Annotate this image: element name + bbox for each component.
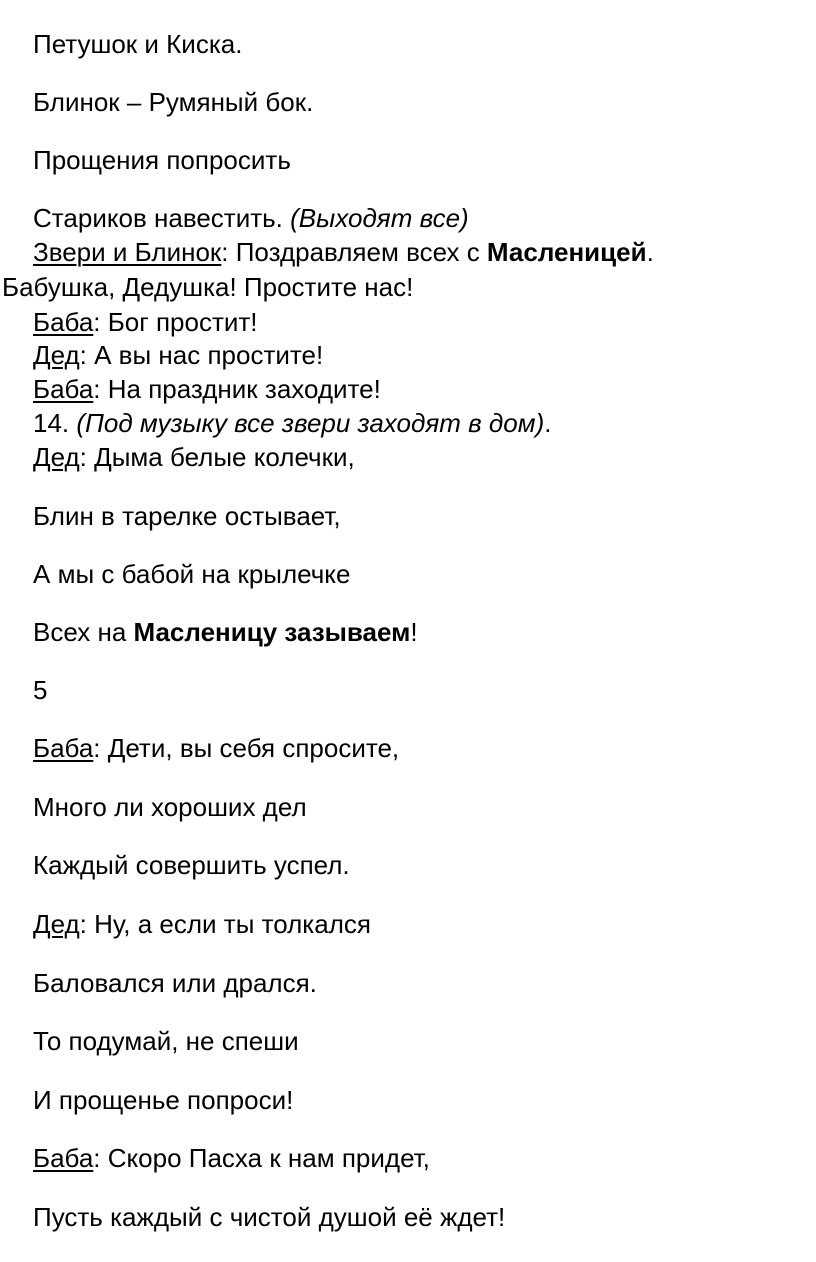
line-text: И прощенье попроси! bbox=[33, 1085, 294, 1115]
line-text: Прощения попросить bbox=[33, 145, 291, 175]
line-text: Баловался или дрался. bbox=[33, 968, 317, 998]
line-text: Блинок – Румяный бок. bbox=[33, 87, 314, 117]
line-text: : Дети, вы себя спросите, bbox=[93, 733, 400, 763]
line-tail: . bbox=[544, 408, 552, 438]
line-text: : На праздник заходите! bbox=[93, 374, 381, 404]
text-line bbox=[33, 559, 350, 589]
line-text: : Ну, а если ты толкался bbox=[79, 909, 371, 939]
text-line bbox=[33, 675, 47, 705]
line-text: : Скоро Пасха к нам придет, bbox=[93, 1143, 430, 1173]
line-text: То подумай, не спеши bbox=[33, 1026, 299, 1056]
line-text: Блин в тарелке остывает, bbox=[33, 501, 341, 531]
line-text: 5 bbox=[33, 675, 48, 705]
text-line bbox=[33, 968, 317, 998]
line-text: Петушок и Киска. bbox=[33, 29, 243, 59]
line-text: : Поздравляем всех с bbox=[221, 237, 487, 267]
speaker-name: Дед bbox=[33, 909, 80, 939]
line-text: Бабушка, Дедушка! Простите нас! bbox=[2, 272, 414, 302]
text-line bbox=[33, 145, 291, 175]
text-line bbox=[33, 501, 341, 531]
dialogue-line bbox=[33, 1143, 430, 1173]
dialogue-line bbox=[33, 340, 323, 370]
line-text: Много ли хороших дел bbox=[33, 792, 307, 822]
line-tail: ! bbox=[410, 617, 418, 647]
stage-direction: (Выходят все) bbox=[290, 203, 469, 233]
stage-direction: (Под музыку все звери заходят в дом) bbox=[76, 408, 545, 438]
bold-text: Масленицу зазываем bbox=[133, 617, 411, 647]
text-line bbox=[33, 29, 242, 59]
text-line bbox=[33, 408, 551, 438]
line-text: : Бог простит! bbox=[93, 307, 258, 337]
line-text: : А вы нас простите! bbox=[79, 340, 324, 370]
text-line bbox=[33, 87, 313, 117]
speaker-name: Звери и Блинок bbox=[33, 237, 222, 267]
text-line bbox=[33, 850, 350, 880]
speaker-name: Баба bbox=[33, 374, 94, 404]
line-text: 14. bbox=[33, 408, 77, 438]
speaker-name: Баба bbox=[33, 307, 94, 337]
speaker-name: Дед bbox=[33, 340, 80, 370]
text-line bbox=[33, 203, 469, 233]
text-line bbox=[33, 792, 307, 822]
line-text: А мы с бабой на крылечке bbox=[33, 559, 351, 589]
line-text: Стариков навестить. bbox=[33, 203, 291, 233]
dialogue-line bbox=[33, 307, 258, 337]
speaker-name: Баба bbox=[33, 733, 94, 763]
speaker-name: Дед bbox=[33, 442, 80, 472]
text-line bbox=[33, 1026, 299, 1056]
speaker-name: Баба bbox=[33, 1143, 94, 1173]
bold-text: Масленицей bbox=[486, 237, 647, 267]
text-line bbox=[33, 1202, 505, 1232]
text-line bbox=[33, 1085, 293, 1115]
line-text: Всех на bbox=[33, 617, 134, 647]
text-line bbox=[2, 272, 413, 302]
line-tail: . bbox=[646, 237, 654, 267]
dialogue-line bbox=[33, 237, 654, 267]
dialogue-line bbox=[33, 733, 399, 763]
dialogue-line bbox=[33, 374, 381, 404]
line-text: Каждый совершить успел. bbox=[33, 850, 350, 880]
dialogue-line bbox=[33, 909, 371, 939]
dialogue-line bbox=[33, 442, 355, 472]
line-text: : Дыма белые колечки, bbox=[79, 442, 355, 472]
line-text: Пусть каждый с чистой душой её ждет! bbox=[33, 1202, 506, 1232]
text-line bbox=[33, 617, 418, 647]
